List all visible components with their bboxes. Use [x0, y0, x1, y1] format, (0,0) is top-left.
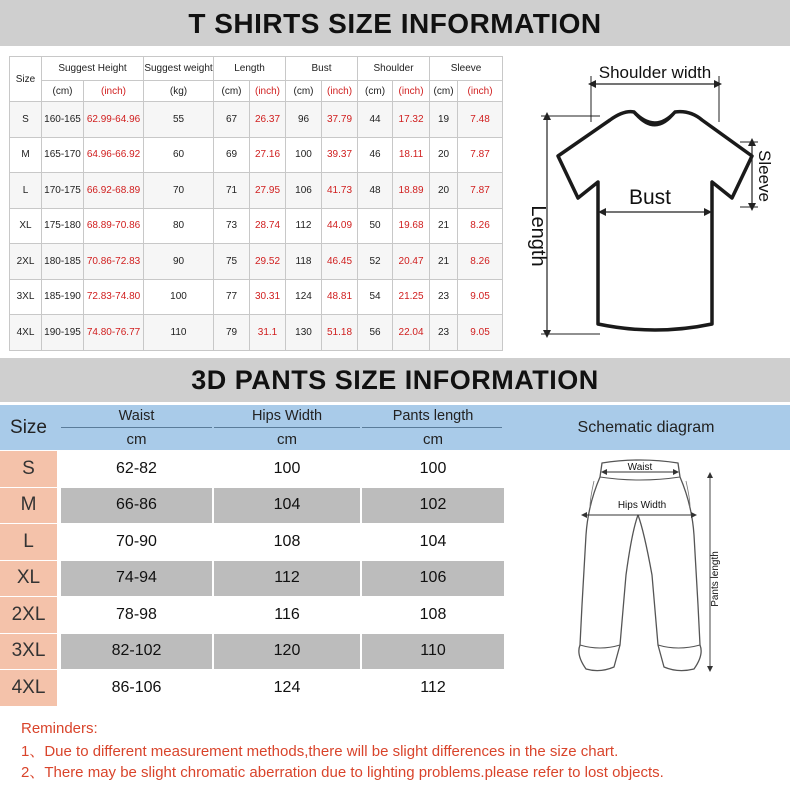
bust-cm: 106 — [286, 173, 322, 209]
pants-size-table — [0, 405, 504, 706]
length-cell: 100 — [362, 451, 504, 488]
height-inch: 72.83-74.80 — [84, 279, 144, 315]
size-cell: 2XL — [0, 597, 57, 634]
size-cell: 2XL — [10, 244, 42, 280]
length-cm: 79 — [214, 315, 250, 351]
unit-cm: (cm) — [430, 81, 458, 102]
shoulder-cm: 54 — [358, 279, 393, 315]
unit-inch: (inch) — [250, 81, 286, 102]
length-cell: 112 — [362, 670, 504, 706]
height-cm: 190-195 — [42, 315, 84, 351]
header-sleeve: Sleeve — [430, 57, 503, 81]
table-row — [10, 102, 503, 138]
shoulder-cm: 48 — [358, 173, 393, 209]
unit-cm: cm — [362, 428, 504, 451]
height-inch: 64.96-66.92 — [84, 137, 144, 173]
pants-title: 3D PANTS SIZE INFORMATION — [0, 358, 790, 402]
bust-inch: 51.18 — [322, 315, 358, 351]
table-row — [0, 487, 504, 524]
weight-kg: 80 — [144, 208, 214, 244]
length-cell: 110 — [362, 633, 504, 670]
waist-cell: 78-98 — [61, 597, 212, 634]
unit-cm: (cm) — [358, 81, 393, 102]
length-inch: 29.52 — [250, 244, 286, 280]
reminder-2: 2、There may be slight chromatic aberration due to lighting problems.please refer to lost objects. — [21, 764, 664, 781]
size-cell: 4XL — [10, 315, 42, 351]
sleeve-label: Sleeve — [755, 150, 774, 202]
size-cell: 3XL — [0, 633, 57, 670]
sleeve-cm: 23 — [430, 279, 458, 315]
table-row — [10, 208, 503, 244]
sleeve-cm: 23 — [430, 315, 458, 351]
hips-cell: 124 — [214, 670, 360, 706]
length-inch: 28.74 — [250, 208, 286, 244]
table-row — [10, 315, 503, 351]
length-cm: 73 — [214, 208, 250, 244]
unit-cm: cm — [214, 428, 360, 451]
length-inch: 30.31 — [250, 279, 286, 315]
tshirt-size-table — [9, 56, 503, 351]
table-row — [10, 279, 503, 315]
unit-inch: (inch) — [84, 81, 144, 102]
shoulder-cm: 56 — [358, 315, 393, 351]
pants-length-label: Pants length — [710, 551, 721, 607]
length-cell: 106 — [362, 560, 504, 597]
bust-label: Bust — [628, 186, 672, 209]
shoulder-cm: 46 — [358, 137, 393, 173]
weight-kg: 110 — [144, 315, 214, 351]
sleeve-inch: 7.87 — [458, 137, 503, 173]
sleeve-inch: 8.26 — [458, 244, 503, 280]
height-cm: 180-185 — [42, 244, 84, 280]
shoulder-inch: 17.32 — [393, 102, 430, 138]
height-inch: 74.80-76.77 — [84, 315, 144, 351]
length-cm: 75 — [214, 244, 250, 280]
tshirt-diagram — [512, 52, 790, 352]
hips-cell: 120 — [214, 633, 360, 670]
tshirt-title: T SHIRTS SIZE INFORMATION — [0, 0, 790, 46]
header-pants-length: Pants length — [362, 405, 504, 428]
pants-diagram — [560, 455, 740, 695]
sleeve-inch: 9.05 — [458, 279, 503, 315]
schematic-header: Schematic diagram — [502, 405, 790, 450]
hips-cell: 116 — [214, 597, 360, 634]
tshirt-outline — [558, 112, 752, 330]
bust-inch: 39.37 — [322, 137, 358, 173]
waist-cell: 74-94 — [61, 560, 212, 597]
table-row — [0, 524, 504, 561]
header-size: Size — [0, 405, 57, 451]
shoulder-inch: 18.11 — [393, 137, 430, 173]
weight-kg: 100 — [144, 279, 214, 315]
table-row — [0, 560, 504, 597]
height-inch: 70.86-72.83 — [84, 244, 144, 280]
waist-cell: 70-90 — [61, 524, 212, 561]
header-length: Length — [214, 57, 286, 81]
waist-cell: 62-82 — [61, 451, 212, 488]
reminder-1: 1、Due to different measurement methods,there will be slight differences in the size chart. — [21, 743, 619, 760]
sleeve-cm: 20 — [430, 137, 458, 173]
bust-cm: 130 — [286, 315, 322, 351]
length-cm: 77 — [214, 279, 250, 315]
unit-cm: (cm) — [214, 81, 250, 102]
unit-inch: (inch) — [322, 81, 358, 102]
length-inch: 27.16 — [250, 137, 286, 173]
unit-inch: (inch) — [393, 81, 430, 102]
header-bust: Bust — [286, 57, 358, 81]
length-cm: 71 — [214, 173, 250, 209]
weight-kg: 70 — [144, 173, 214, 209]
size-cell: L — [10, 173, 42, 209]
size-cell: S — [10, 102, 42, 138]
bust-cm: 124 — [286, 279, 322, 315]
height-cm: 185-190 — [42, 279, 84, 315]
shoulder-inch: 18.89 — [393, 173, 430, 209]
length-cm: 67 — [214, 102, 250, 138]
size-cell: 3XL — [10, 279, 42, 315]
sleeve-inch: 9.05 — [458, 315, 503, 351]
table-row — [0, 597, 504, 634]
table-row — [0, 633, 504, 670]
header-suggest-height: Suggest Height — [42, 57, 144, 81]
sleeve-inch: 7.87 — [458, 173, 503, 209]
length-inch: 27.95 — [250, 173, 286, 209]
size-cell: XL — [10, 208, 42, 244]
hips-cell: 108 — [214, 524, 360, 561]
header-waist: Waist — [61, 405, 212, 428]
sleeve-cm: 21 — [430, 244, 458, 280]
waist-label: Waist — [627, 462, 653, 473]
height-cm: 165-170 — [42, 137, 84, 173]
unit-cm: cm — [61, 428, 212, 451]
table-row — [0, 670, 504, 706]
length-cell: 108 — [362, 597, 504, 634]
length-label: Length — [527, 205, 549, 267]
bust-inch: 46.45 — [322, 244, 358, 280]
shoulder-inch: 19.68 — [393, 208, 430, 244]
table-row — [10, 137, 503, 173]
length-cell: 102 — [362, 487, 504, 524]
header-suggest-weight: Suggest weight — [144, 57, 214, 81]
size-cell: L — [0, 524, 57, 561]
shoulder-cm: 52 — [358, 244, 393, 280]
height-cm: 160-165 — [42, 102, 84, 138]
height-inch: 68.89-70.86 — [84, 208, 144, 244]
bust-cm: 112 — [286, 208, 322, 244]
shoulder-inch: 20.47 — [393, 244, 430, 280]
unit-inch: (inch) — [458, 81, 503, 102]
size-cell: 4XL — [0, 670, 57, 706]
header-shoulder: Shoulder — [358, 57, 430, 81]
shoulder-cm: 50 — [358, 208, 393, 244]
length-cm: 69 — [214, 137, 250, 173]
waist-cell: 86-106 — [61, 670, 212, 706]
hips-cell: 100 — [214, 451, 360, 488]
table-row — [10, 244, 503, 280]
height-cm: 175-180 — [42, 208, 84, 244]
waist-cell: 82-102 — [61, 633, 212, 670]
weight-kg: 60 — [144, 137, 214, 173]
height-inch: 62.99-64.96 — [84, 102, 144, 138]
bust-inch: 44.09 — [322, 208, 358, 244]
bust-inch: 37.79 — [322, 102, 358, 138]
bust-cm: 118 — [286, 244, 322, 280]
length-inch: 31.1 — [250, 315, 286, 351]
shoulder-width-label: Shoulder width — [598, 63, 712, 82]
bust-inch: 41.73 — [322, 173, 358, 209]
sleeve-cm: 20 — [430, 173, 458, 209]
size-cell: XL — [0, 560, 57, 597]
sleeve-inch: 7.48 — [458, 102, 503, 138]
bust-inch: 48.81 — [322, 279, 358, 315]
sleeve-cm: 19 — [430, 102, 458, 138]
reminders-title: Reminders: — [21, 720, 98, 737]
shoulder-inch: 21.25 — [393, 279, 430, 315]
header-size: Size — [10, 57, 42, 102]
shoulder-inch: 22.04 — [393, 315, 430, 351]
hips-width-label: Hips Width — [617, 500, 667, 511]
hips-cell: 104 — [214, 487, 360, 524]
length-inch: 26.37 — [250, 102, 286, 138]
size-cell: M — [0, 487, 57, 524]
sleeve-cm: 21 — [430, 208, 458, 244]
bust-cm: 96 — [286, 102, 322, 138]
table-row — [0, 451, 504, 488]
table-row — [10, 173, 503, 209]
pants-outline — [579, 460, 701, 671]
height-inch: 66.92-68.89 — [84, 173, 144, 209]
header-hips-width: Hips Width — [214, 405, 360, 428]
waist-cell: 66-86 — [61, 487, 212, 524]
weight-kg: 55 — [144, 102, 214, 138]
sleeve-inch: 8.26 — [458, 208, 503, 244]
length-cell: 104 — [362, 524, 504, 561]
weight-kg: 90 — [144, 244, 214, 280]
size-cell: M — [10, 137, 42, 173]
unit-kg: (kg) — [144, 81, 214, 102]
shoulder-cm: 44 — [358, 102, 393, 138]
bust-cm: 100 — [286, 137, 322, 173]
hips-cell: 112 — [214, 560, 360, 597]
unit-cm: (cm) — [42, 81, 84, 102]
unit-cm: (cm) — [286, 81, 322, 102]
size-cell: S — [0, 451, 57, 488]
height-cm: 170-175 — [42, 173, 84, 209]
